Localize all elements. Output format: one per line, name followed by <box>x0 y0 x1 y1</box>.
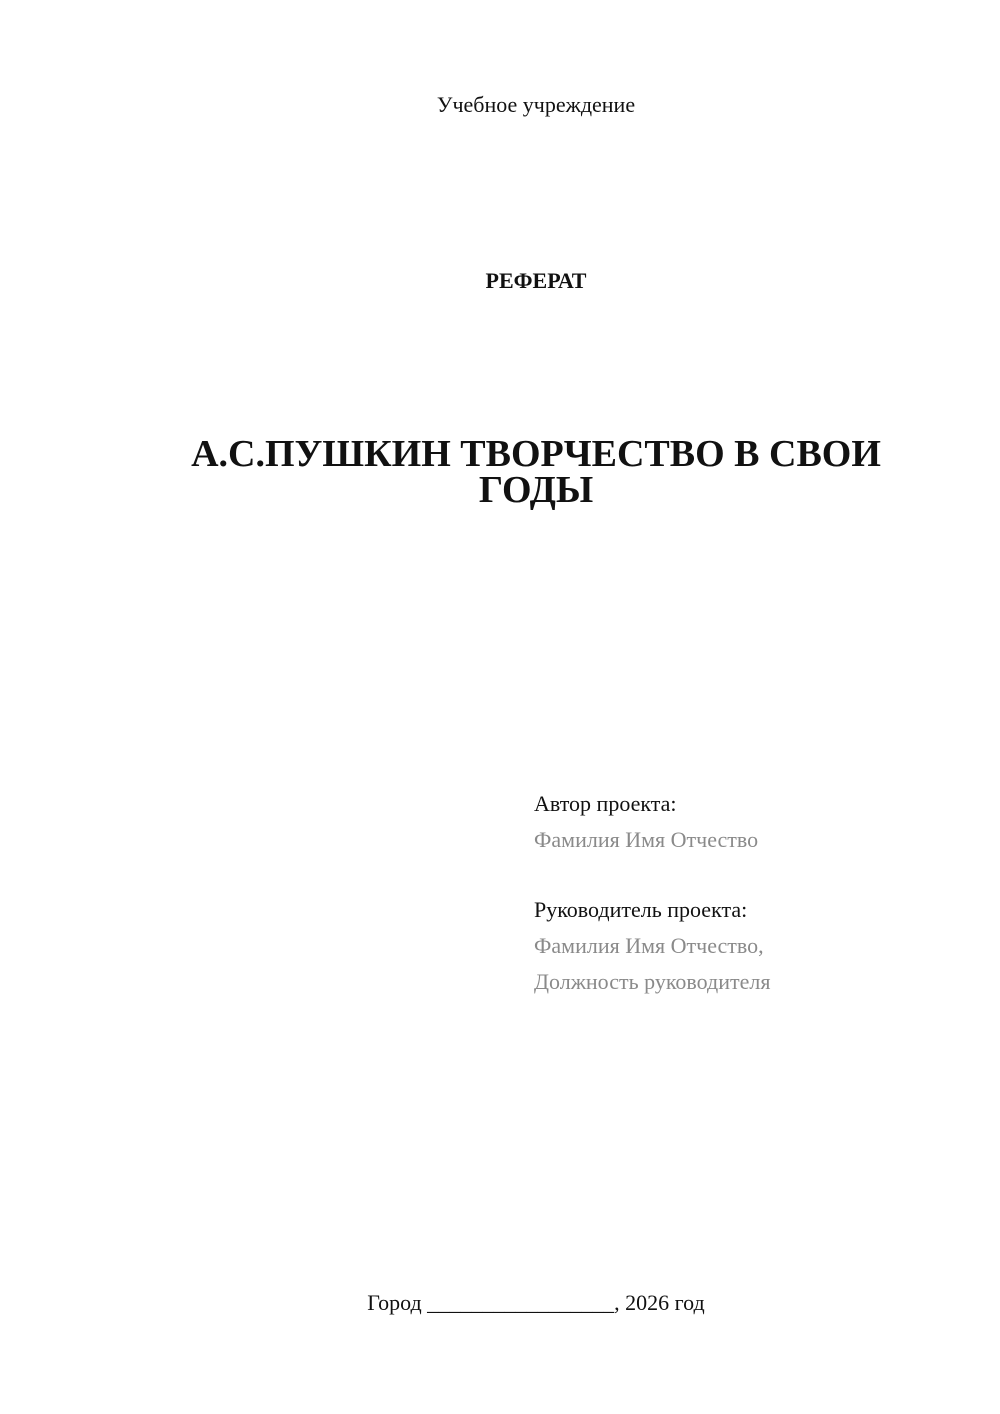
document-type: РЕФЕРАТ <box>485 268 587 293</box>
supervisor-block <box>534 892 974 1000</box>
supervisor-label: Руководитель проекта: <box>534 897 748 922</box>
document-title: А.С.ПУШКИН ТВОРЧЕСТВО В СВОИ ГОДЫ <box>191 433 881 511</box>
supervisor-position: Должность руководителя <box>534 969 771 994</box>
institution-name: Учебное учреждение <box>436 92 636 117</box>
author-label: Автор проекта: <box>534 791 677 816</box>
supervisor-name: Фамилия Имя Отчество, <box>534 933 764 958</box>
credits-block <box>534 786 974 1000</box>
author-block <box>534 786 974 858</box>
author-name: Фамилия Имя Отчество <box>534 827 759 852</box>
city-year-line: Город _________________, 2026 год <box>367 1290 705 1315</box>
